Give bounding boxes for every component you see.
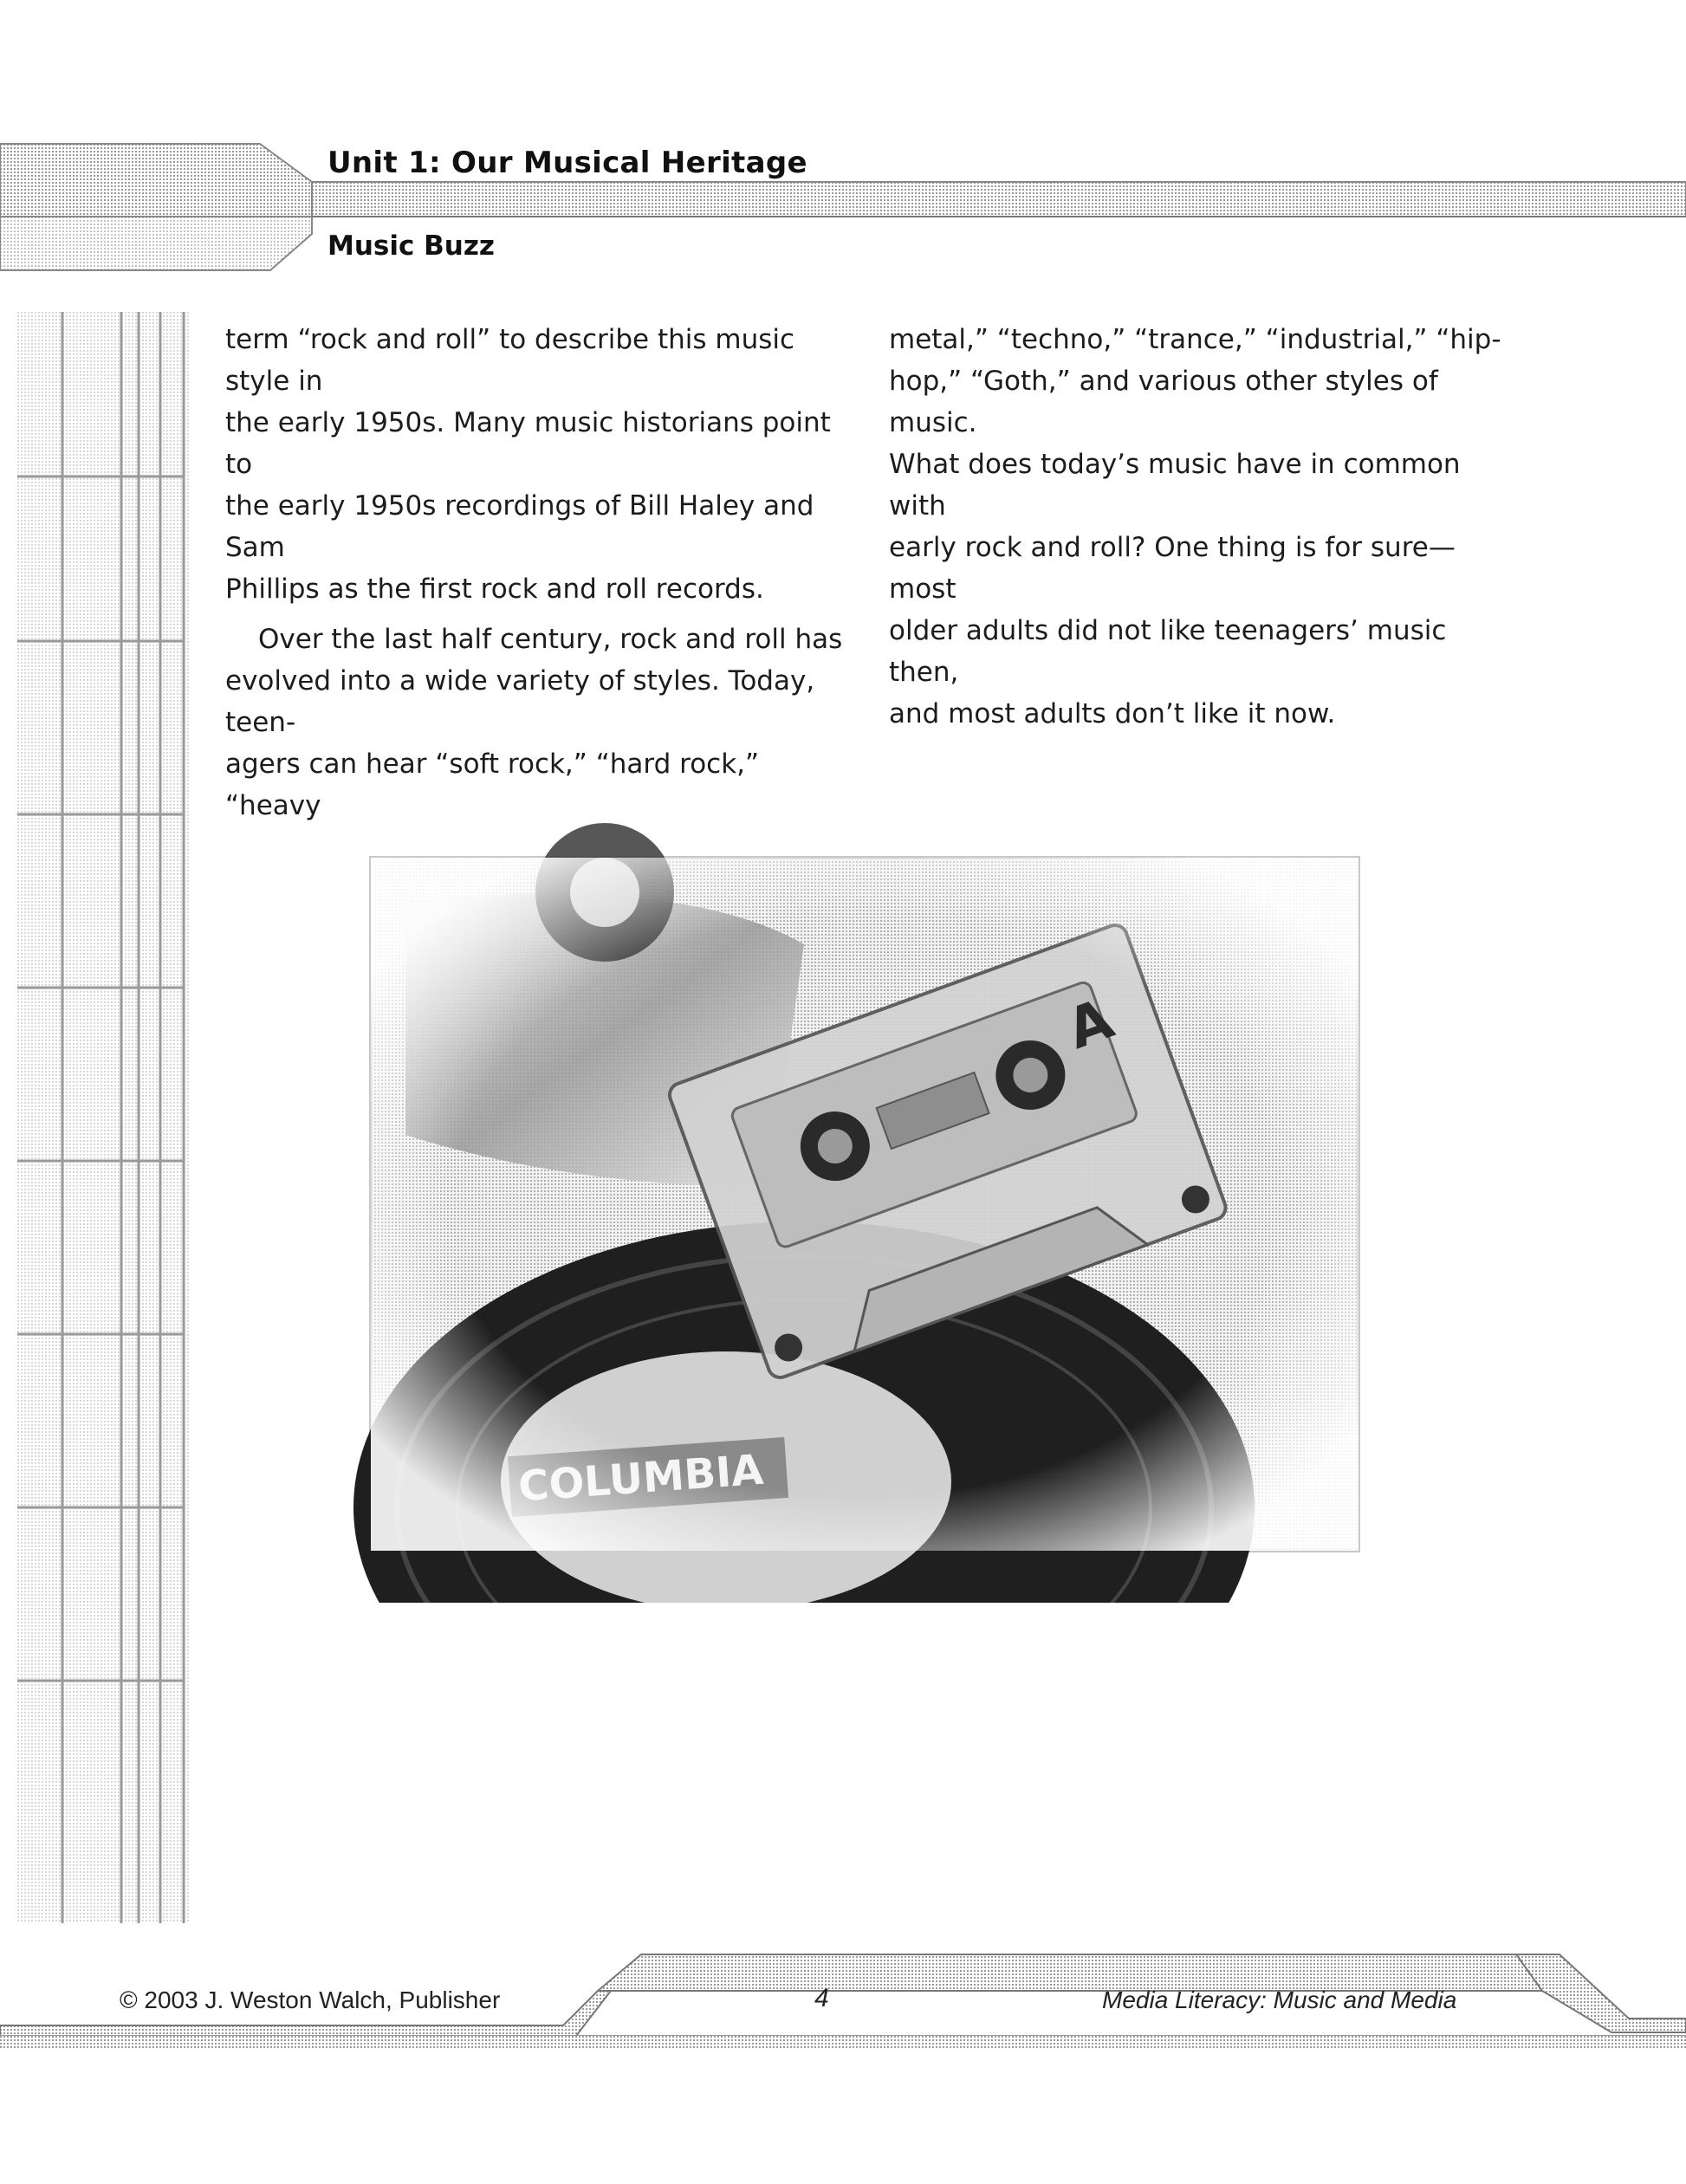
text-column-right: [889, 319, 1513, 735]
page-number: 4: [814, 1984, 829, 2012]
text-line: agers can hear “soft rock,” “hard rock,” “heavy: [225, 749, 760, 821]
paragraph-2: [225, 619, 862, 826]
text-line: and most adults don’t like it now.: [889, 698, 1336, 729]
left-decorative-grid: [0, 312, 208, 1923]
text-line: older adults did not like teenagers’ music then,: [889, 615, 1447, 688]
paragraph-3: [889, 319, 1513, 735]
section-title: Music Buzz: [327, 230, 495, 262]
text-line: evolved into a wide variety of styles. Today, teen-: [225, 665, 815, 738]
footer-copyright: © 2003 J. Weston Walch, Publisher: [120, 1986, 501, 2013]
footer-book-title: Media Literacy: Music and Media: [1102, 1986, 1457, 2013]
text-line: What does today’s music have in common with: [889, 449, 1461, 522]
text-line: early rock and roll? One thing is for sure—most: [889, 532, 1456, 605]
text-line: Over the last half century, rock and roll has: [258, 624, 843, 655]
unit-title: Unit 1: Our Musical Heritage: [327, 146, 807, 180]
text-line: term “rock and roll” to describe this music style in: [225, 324, 795, 397]
text-line: the early 1950s recordings of Bill Haley and Sam: [225, 490, 814, 563]
text-line: hop,” “Goth,” and various other styles of music.: [889, 366, 1438, 438]
text-line: Phillips as the first rock and roll records.: [225, 574, 764, 605]
music-media-photo: [353, 823, 1393, 1603]
text-line: the early 1950s. Many music historians point to: [225, 407, 831, 480]
header-band: [0, 140, 1686, 279]
paragraph-1: [225, 319, 862, 610]
text-line: metal,” “techno,” “trance,” “industrial,” “hip-: [889, 324, 1501, 355]
text-column-left: [225, 319, 862, 826]
